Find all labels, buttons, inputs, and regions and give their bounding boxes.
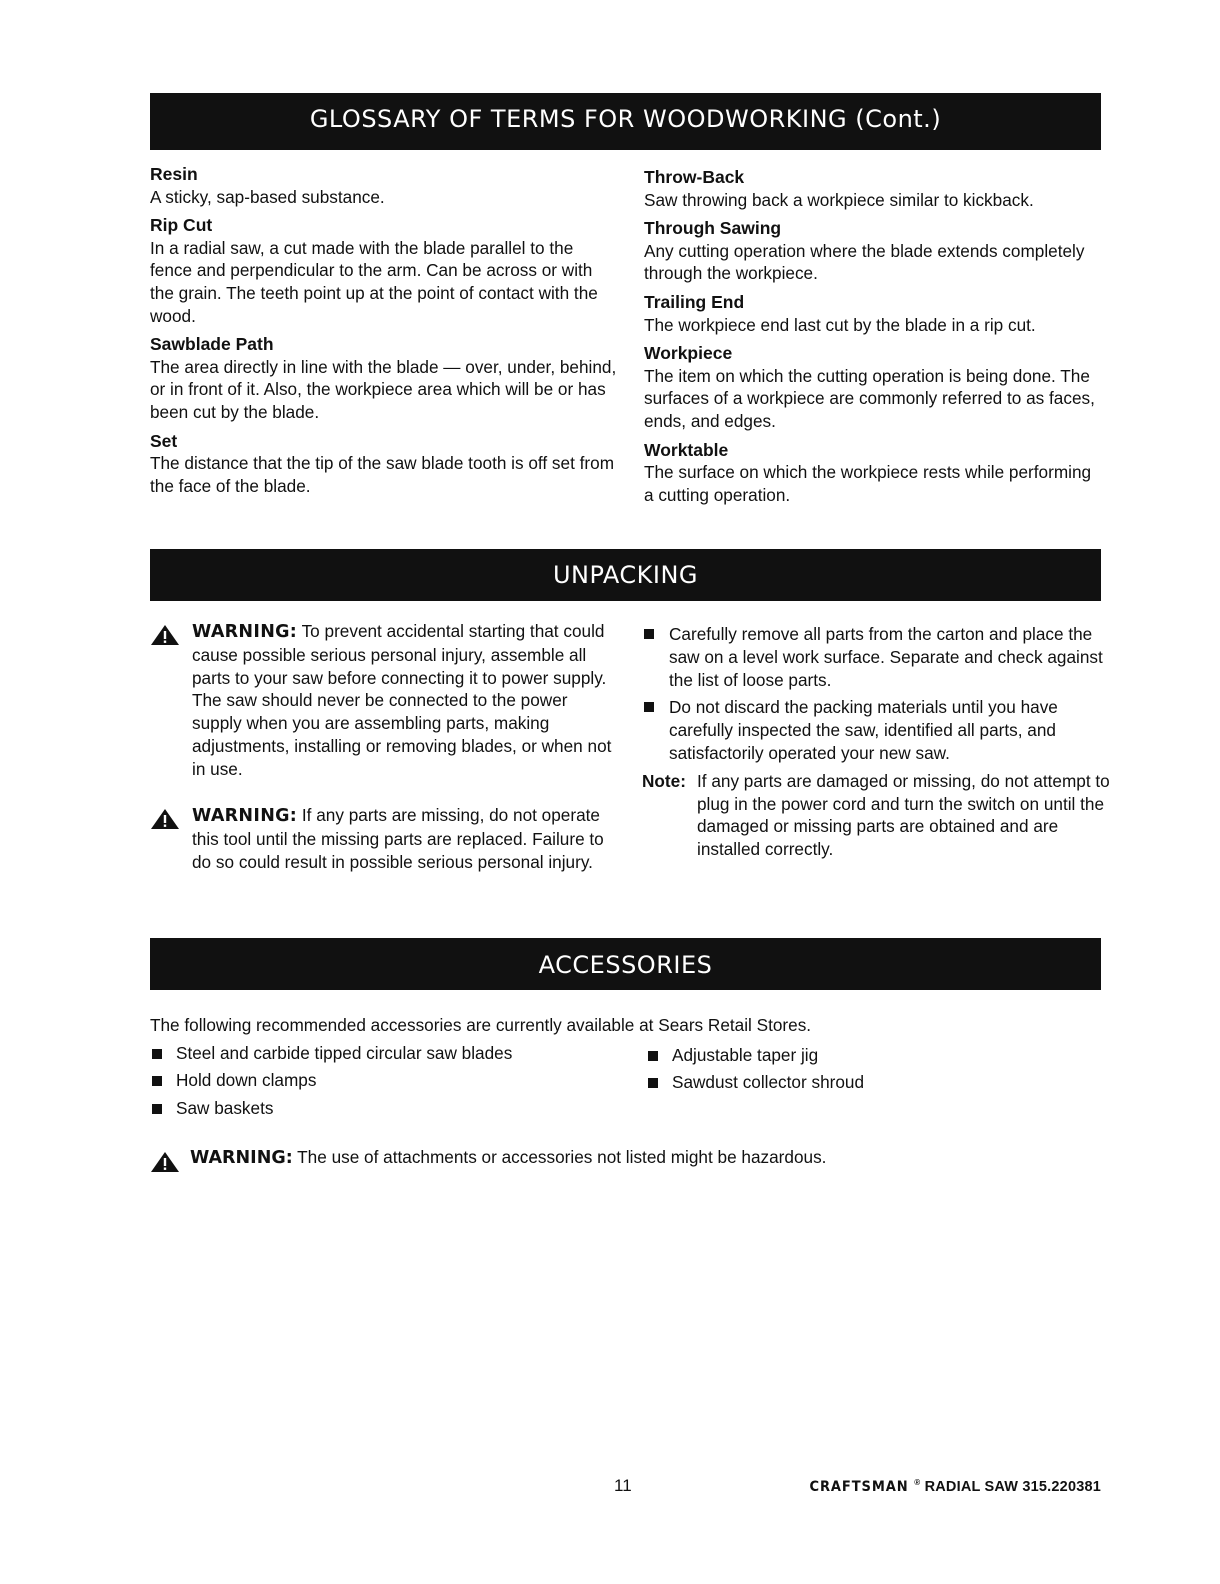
warning-text: To prevent accidental starting that could cause possible serious personal injury, assemble all parts to your saw before connecting it to power supply. The saw should never be connected to the power supply when you are assembling parts, making adjustments, installing or removing blades, or when not in use. xyxy=(192,621,612,779)
warning-icon xyxy=(150,808,180,830)
glossary-term: Through Sawing xyxy=(644,218,782,239)
list-item-text: Do not discard the packing materials until you have carefully inspected the saw, identified all parts, and satisfactorily operated your new saw. xyxy=(669,697,1058,763)
warning-text: If any parts are missing, do not operate this tool until the missing parts are replaced. Failure to do so could result in possible serious personal injury. xyxy=(192,805,604,872)
model-number: RADIAL SAW 315.220381 xyxy=(924,1478,1101,1495)
warning-icon xyxy=(150,1151,180,1173)
list-item xyxy=(150,1095,512,1122)
accessories-intro: The following recommended accessories are currently available at Sears Retail Stores. xyxy=(150,1015,812,1035)
unpacking-warning-2 xyxy=(150,804,620,873)
glossary-term: Trailing End xyxy=(644,291,745,312)
glossary-term: Throw-Back xyxy=(644,167,745,187)
glossary-term: Sawblade Path xyxy=(150,334,274,355)
glossary-right-column xyxy=(644,166,1104,506)
bullet-icon xyxy=(152,1049,162,1059)
glossary-term: Resin xyxy=(150,164,198,184)
unpacking-instructions xyxy=(642,623,1112,861)
warning-label: WARNING: xyxy=(192,622,298,642)
page-number: 11 xyxy=(614,1476,632,1495)
list-item-text: Carefully remove all parts from the carton and place the saw on a level work surface. Separate and check against the list of loose parts. xyxy=(669,624,1103,690)
warning-text: The use of attachments or accessories not listed might be hazardous. xyxy=(297,1147,827,1167)
accessories-list-right xyxy=(646,1042,864,1097)
unpacking-header: UNPACKING xyxy=(150,549,1101,601)
list-item xyxy=(646,1042,864,1069)
glossary-definition: The surface on which the workpiece rests while performing a cutting operation. xyxy=(644,462,1092,505)
warning-label: WARNING: xyxy=(190,1148,293,1168)
brand-logo: CRAFTSMAN xyxy=(809,1478,909,1495)
glossary-term: Worktable xyxy=(644,439,729,460)
accessory-name: Sawdust collector shroud xyxy=(672,1072,865,1093)
bullet-icon xyxy=(648,1078,658,1088)
warning-icon xyxy=(150,624,180,646)
accessory-name: Saw baskets xyxy=(176,1097,274,1118)
list-item xyxy=(150,1040,512,1067)
glossary-definition: The workpiece end last cut by the blade in a rip cut. xyxy=(644,314,1036,335)
accessories-header: ACCESSORIES xyxy=(150,938,1101,990)
unpacking-warning-1 xyxy=(150,620,620,781)
bullet-icon xyxy=(152,1104,162,1114)
accessories-warning xyxy=(150,1145,1050,1170)
note-label: Note: xyxy=(642,770,686,791)
list-item xyxy=(642,696,1112,764)
glossary-definition: The item on which the cutting operation is being done. The surfaces of a workpiece are commonly referred to as faces, ends, and edges. xyxy=(644,365,1095,431)
accessory-name: Steel and carbide tipped circular saw blades xyxy=(176,1043,513,1063)
accessory-name: Hold down clamps xyxy=(176,1070,317,1091)
bullet-icon xyxy=(644,702,654,712)
glossary-term: Workpiece xyxy=(644,343,733,364)
glossary-term: Rip Cut xyxy=(150,215,213,236)
list-item xyxy=(646,1069,864,1096)
warning-label: WARNING: xyxy=(192,806,298,826)
glossary-definition: The area directly in line with the blade — over, under, behind, or in front of it. Also, the workpiece area which will be or has been cut by the blade. xyxy=(150,356,617,422)
list-item xyxy=(642,623,1112,691)
glossary-definition: In a radial saw, a cut made with the blade parallel to the fence and perpendicular to the arm. Can be across or with the grain. The teeth point up at the point of contact with the wood. xyxy=(150,237,598,326)
glossary-header: GLOSSARY OF TERMS FOR WOODWORKING (Cont.) xyxy=(150,93,1101,150)
footer-brand xyxy=(804,1478,1101,1495)
glossary-definition: A sticky, sap-based substance. xyxy=(150,186,385,207)
registered-mark: ® xyxy=(914,1478,921,1487)
glossary-left-column xyxy=(150,163,620,497)
glossary-definition: The distance that the tip of the saw blade tooth is off set from the face of the blade. xyxy=(150,453,615,496)
bullet-icon xyxy=(152,1076,162,1086)
glossary-definition: Saw throwing back a workpiece similar to kickback. xyxy=(644,189,1034,210)
accessory-name: Adjustable taper jig xyxy=(672,1045,819,1065)
glossary-definition: Any cutting operation where the blade extends completely through the workpiece. xyxy=(644,240,1085,284)
glossary-term: Set xyxy=(150,430,178,451)
note-text: If any parts are damaged or missing, do not attempt to plug in the power cord and turn the switch on until the damaged or missing parts are obtained and are installed correctly. xyxy=(697,770,1110,860)
bullet-icon xyxy=(648,1051,658,1061)
unpacking-note xyxy=(642,770,1112,861)
accessories-list-left xyxy=(150,1040,512,1122)
bullet-icon xyxy=(644,629,654,639)
list-item xyxy=(150,1067,512,1094)
